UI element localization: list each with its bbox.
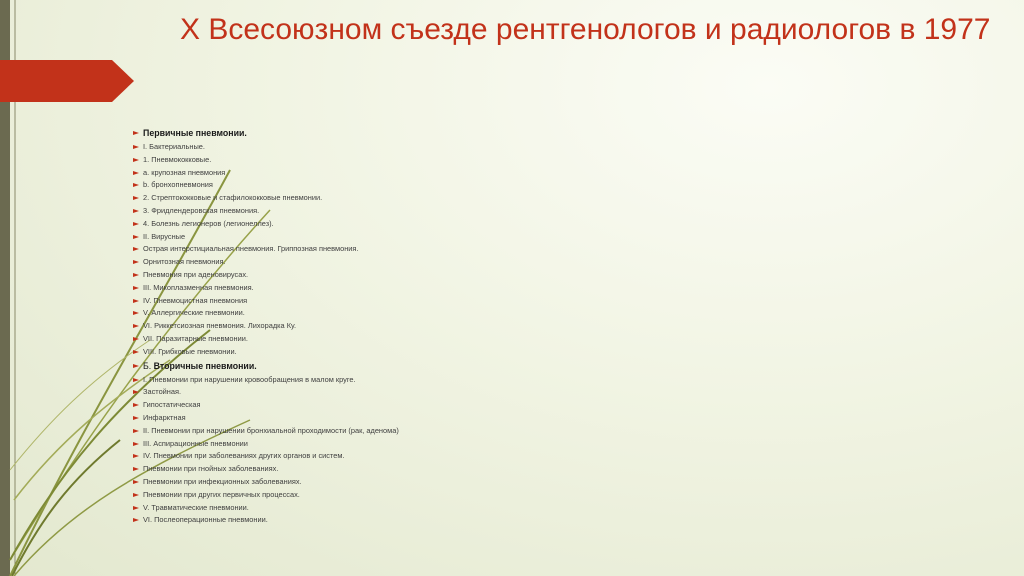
list-item (133, 346, 633, 359)
bullet-arrow-icon (133, 324, 139, 328)
bullet-arrow-icon (133, 403, 139, 407)
list-item-text: II. Вирусные (143, 231, 186, 241)
list-item-text: Пневмонии при гнойных заболеваниях. (143, 464, 279, 474)
bullet-arrow-icon (133, 145, 139, 149)
bullet-arrow-icon (133, 416, 139, 420)
list-item (133, 333, 633, 346)
list-item-text: 2. Стрептококковые и стафилококковые пневмонии. (143, 193, 323, 203)
list-item (133, 399, 633, 412)
bullet-arrow-icon (133, 480, 139, 484)
bullet-arrow-icon (133, 273, 139, 277)
list-item (133, 243, 633, 256)
list-item-text: I. Бактериальные. (143, 142, 205, 151)
list-item (133, 231, 633, 244)
list-item-text: VI. Послеоперационные пневмонии. (143, 515, 268, 525)
list-item (133, 167, 633, 180)
list-item-text: Гипостатическая (143, 400, 201, 410)
bullet-arrow-icon (133, 364, 139, 368)
list-item-text: Застойная. (143, 387, 182, 397)
list-item-text: VIII. Грибковые пневмонии. (143, 346, 237, 356)
list-item (133, 269, 633, 282)
list-item (133, 179, 633, 192)
list-item (133, 476, 633, 489)
bullet-arrow-icon (133, 235, 139, 239)
list-item (133, 425, 633, 438)
list-item (133, 307, 633, 320)
bullet-arrow-icon (133, 209, 139, 213)
list-item (133, 514, 633, 527)
list-item-text: Вторичные пневмонии. (153, 360, 257, 371)
list-item (133, 141, 633, 154)
bullet-arrow-icon (133, 454, 139, 458)
bullet-arrow-icon (133, 171, 139, 175)
list-item-text: VI. Риккетсиозная пневмония. Лихорадка Ку. (143, 321, 297, 331)
bullet-arrow-icon (133, 467, 139, 471)
bullet-arrow-icon (133, 247, 139, 251)
bullet-arrow-icon (133, 493, 139, 497)
list-item (133, 320, 633, 333)
list-item (133, 438, 633, 451)
list-item-text: VII. Паразитарные пневмонии. (143, 333, 248, 343)
content-list (133, 126, 633, 527)
list-item-text: Первичные пневмонии. (143, 128, 247, 138)
list-item-text: IV. Пневмоцистная пневмония (143, 295, 248, 305)
list-item-text: III. Аспирационные пневмонии (143, 438, 248, 448)
bullet-arrow-icon (133, 337, 139, 341)
list-item (133, 450, 633, 463)
list-item (133, 154, 633, 167)
list-item-text: V. Аллергические пневмонии. (143, 308, 245, 318)
leaf-stroke (12, 440, 120, 576)
bullet-arrow-icon (133, 222, 139, 226)
list-item-prefix: Б. (143, 360, 154, 371)
list-item (133, 205, 633, 218)
list-item-text: IV. Пневмонии при заболеваниях других органов и систем. (143, 451, 345, 461)
list-item-text: b. бронхопневмония (143, 180, 213, 190)
bullet-arrow-icon (133, 286, 139, 290)
list-item-text: Орнитозная пневмония. (143, 257, 226, 267)
list-item-text: V. Травматические пневмонии. (143, 502, 249, 512)
list-item (133, 218, 633, 231)
list-item-text: 4. Болезнь легионеров (легионеллез). (143, 218, 274, 228)
bullet-arrow-icon (133, 131, 139, 135)
list-item-text: Пневмонии при инфекционных заболеваниях. (143, 476, 302, 486)
title-arrow (0, 60, 134, 102)
list-item (133, 282, 633, 295)
list-item (133, 256, 633, 269)
list-item (133, 463, 633, 476)
list-item-text: Пневмония при аденовирусах. (143, 269, 249, 279)
list-item (133, 374, 633, 387)
list-item-text: II. Пневмонии при нарушении бронхиальной проходимости (рак, аденома) (143, 425, 399, 435)
list-item (133, 489, 633, 502)
list-item (133, 386, 633, 399)
bullet-arrow-icon (133, 158, 139, 162)
list-item (133, 192, 633, 205)
bullet-arrow-icon (133, 442, 139, 446)
bullet-arrow-icon (133, 311, 139, 315)
list-item (133, 126, 633, 141)
list-item-text: III. Микоплазменная пневмония. (143, 282, 254, 292)
list-item (133, 359, 633, 374)
bullet-arrow-icon (133, 506, 139, 510)
list-item-text: I. Пневмонии при нарушении кровообращения в малом круге. (143, 374, 356, 384)
bullet-arrow-icon (133, 260, 139, 264)
list-item (133, 412, 633, 425)
list-item (133, 502, 633, 515)
bullet-arrow-icon (133, 378, 139, 382)
list-item-text: Острая интерстициальная пневмония. Гриппозная пневмония. (143, 244, 359, 254)
bullet-arrow-icon (133, 299, 139, 303)
bullet-arrow-icon (133, 518, 139, 522)
bullet-arrow-icon (133, 350, 139, 354)
bullet-arrow-icon (133, 183, 139, 187)
list-item-text: 3. Фридлендеровская пневмония. (143, 205, 260, 215)
bullet-arrow-icon (133, 196, 139, 200)
bullet-arrow-icon (133, 429, 139, 433)
bullet-arrow-icon (133, 390, 139, 394)
list-item-text: 1. Пневмококковые. (143, 154, 212, 164)
list-item-text: Инфарктная (143, 412, 186, 422)
slide-title: X Всесоюзном съезде рентгенологов и радиологов в 1977 (180, 13, 991, 46)
list-item-text: Пневмонии при других первичных процессах. (143, 489, 300, 499)
list-item (133, 295, 633, 308)
list-item-text: a. крупозная пневмония (143, 167, 226, 177)
